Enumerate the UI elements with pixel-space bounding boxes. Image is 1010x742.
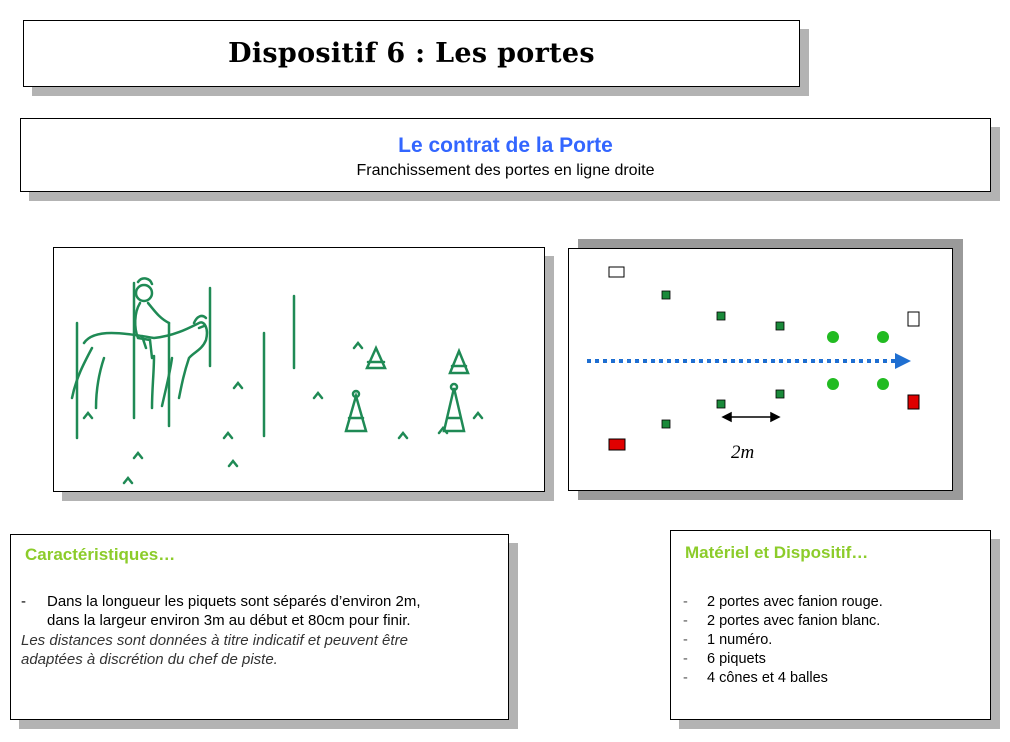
list-item: - 6 piquets (683, 651, 766, 667)
note-line-2: adaptées à discrétion du chef de piste. (21, 651, 278, 668)
contract-subtitle: Franchissement des portes en ligne droite (356, 162, 655, 179)
characteristics-box (10, 534, 509, 720)
equipment-title: Matériel et Dispositif… (685, 543, 869, 562)
course-diagram (569, 249, 952, 490)
ball-4 (877, 378, 889, 390)
stake-bottom-3 (776, 390, 784, 398)
stake-bottom-2 (717, 400, 725, 408)
list-item: - 1 numéro. (683, 632, 773, 648)
list-item-text: Dans la longueur les piquets sont séparés d’environ 2m, (47, 593, 421, 610)
list-item-continuation: dans la largeur environ 3m au début et 80cm pour finir. (47, 612, 411, 629)
distance-label: 2m (731, 442, 755, 463)
equipment-list (683, 593, 883, 688)
pony-illustration (54, 248, 544, 491)
title-box (23, 20, 800, 87)
note-line-1: Les distances sont données à titre indicatif et peuvent être (21, 632, 408, 649)
ball-1 (827, 331, 839, 343)
stake-top-3 (776, 322, 784, 330)
diagram-box (568, 248, 953, 491)
illustration-box (53, 247, 545, 492)
list-item-text: 6 piquets (707, 651, 766, 667)
stake-bottom-1 (662, 420, 670, 428)
direction-arrowhead (895, 353, 911, 369)
stake-top-2 (717, 312, 725, 320)
list-item-text: 2 portes avec fanion blanc. (707, 613, 881, 629)
contract-title: Le contrat de la Porte (398, 134, 613, 157)
characteristics-title: Caractéristiques… (25, 545, 176, 564)
ball-3 (827, 378, 839, 390)
red-flag-bottom-left (609, 439, 625, 450)
list-item-text: 1 numéro. (707, 632, 773, 648)
characteristics-list (21, 592, 421, 630)
equipment-box (670, 530, 991, 720)
characteristics-note (21, 631, 408, 669)
contract-box (20, 118, 991, 192)
list-item: - 2 portes avec fanion blanc. (683, 613, 881, 629)
white-flag-right (908, 312, 919, 326)
page-title: Dispositif 6 : Les portes (228, 38, 595, 69)
ball-2 (877, 331, 889, 343)
red-flag-right (908, 395, 919, 409)
stake-top-1 (662, 291, 670, 299)
list-dash: - (21, 593, 26, 610)
white-flag-top-left (609, 267, 624, 277)
list-item-text: 2 portes avec fanion rouge. (707, 594, 883, 610)
list-item: - 2 portes avec fanion rouge. (683, 594, 883, 610)
list-item: - 4 cônes et 4 balles (683, 670, 828, 686)
list-item-text: 4 cônes et 4 balles (707, 670, 828, 686)
list-item (21, 592, 421, 611)
